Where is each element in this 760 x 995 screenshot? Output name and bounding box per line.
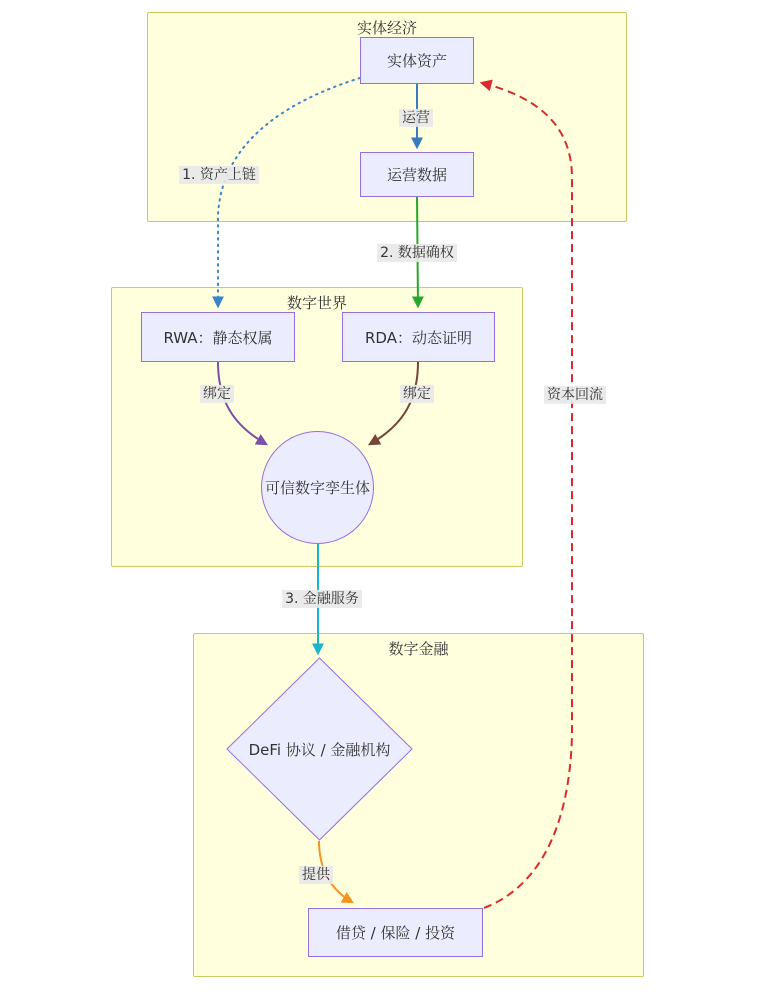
node-real-asset: 实体资产 (360, 37, 474, 84)
node-digital-twin: 可信数字孪生体 (261, 431, 374, 544)
container-digital-world-title: 数字世界 (286, 294, 347, 312)
node-rwa: RWA：静态权属 (141, 312, 295, 362)
edge-label-fin-service: 3. 金融服务 (282, 590, 362, 608)
edge-label-bind-rwa: 绑定 (200, 385, 234, 403)
edge-label-asset-onchain: 1. 资产上链 (179, 166, 259, 184)
node-rda: RDA：动态证明 (342, 312, 495, 362)
edge-label-operate: 运营 (399, 109, 433, 127)
edge-label-provide: 提供 (299, 866, 333, 884)
node-services: 借贷 / 保险 / 投资 (308, 908, 483, 957)
edge-capital-return (482, 83, 572, 908)
node-defi-label: DeFi 协议 / 金融机构 (248, 740, 391, 759)
edge-label-capital-return: 资本回流 (544, 386, 606, 404)
edge-asset-onchain (218, 78, 360, 306)
edge-label-data-confirm: 2. 数据确权 (377, 244, 457, 262)
container-real-economy-title: 实体经济 (356, 19, 417, 37)
node-operating-data: 运营数据 (360, 152, 474, 197)
container-digital-finance-title: 数字金融 (388, 640, 449, 658)
edge-label-bind-rda: 绑定 (400, 385, 434, 403)
node-defi-diamond (226, 657, 413, 841)
